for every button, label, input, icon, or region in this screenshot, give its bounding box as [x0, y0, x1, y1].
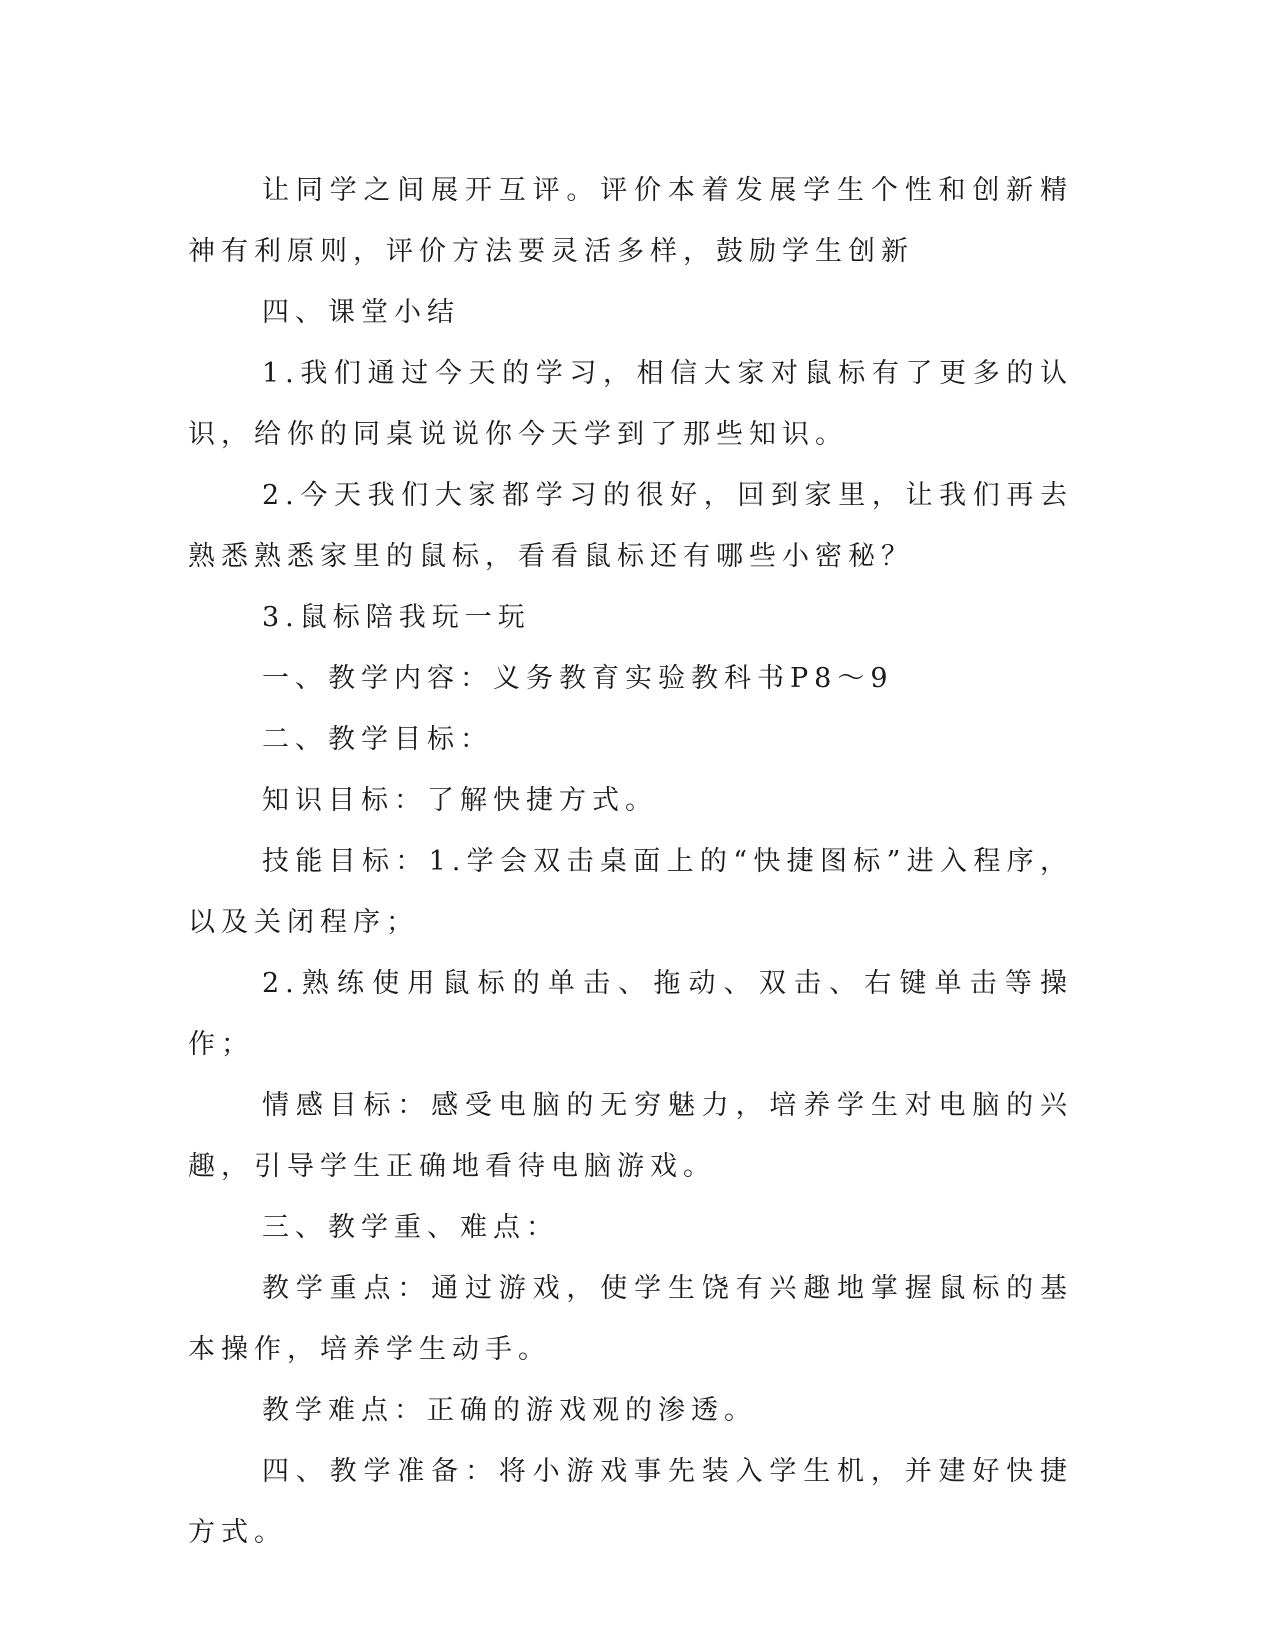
paragraph-skill-goal-2: 2.熟练使用鼠标的单击、拖动、双击、右键单击等操作； — [188, 968, 1073, 1060]
paragraph-summary-1: 1.我们通过今天的学习，相信大家对鼠标有了更多的认识，给你的同桌说说你今天学到了那些知识。 — [188, 358, 1073, 450]
heading-teaching-content: 一、教学内容：义务教育实验教科书P8～9 — [262, 663, 894, 694]
heading-key-points: 三、教学重、难点： — [262, 1212, 559, 1243]
heading-teaching-goals: 二、教学目标： — [262, 724, 493, 755]
heading-class-summary: 四、课堂小结 — [262, 297, 460, 328]
paragraph-peer-review: 让同学之间展开互评。评价本着发展学生个性和创新精神有利原则，评价方法要灵活多样，鼓励学生创新 — [188, 175, 1073, 267]
paragraph-key-point: 教学重点：通过游戏，使学生饶有兴趣地掌握鼠标的基本操作，培养学生动手。 — [188, 1273, 1073, 1365]
document-body — [188, 160, 1073, 1563]
paragraph-emotion-goal: 情感目标：感受电脑的无穷魅力，培养学生对电脑的兴趣，引导学生正确地看待电脑游戏。 — [188, 1090, 1073, 1182]
paragraph-knowledge-goal: 知识目标：了解快捷方式。 — [262, 785, 658, 816]
paragraph-difficult-point: 教学难点：正确的游戏观的渗透。 — [262, 1395, 757, 1426]
paragraph-summary-2: 2.今天我们大家都学习的很好，回到家里，让我们再去熟悉熟悉家里的鼠标，看看鼠标还有哪些小密秘？ — [188, 480, 1073, 572]
lesson-title: 3.鼠标陪我玩一玩 — [262, 602, 531, 633]
paragraph-skill-goal-1: 技能目标：1.学会双击桌面上的“快捷图标”进入程序，以及关闭程序； — [188, 846, 1073, 938]
paragraph-preparation: 四、教学准备：将小游戏事先装入学生机，并建好快捷方式。 — [188, 1456, 1073, 1548]
